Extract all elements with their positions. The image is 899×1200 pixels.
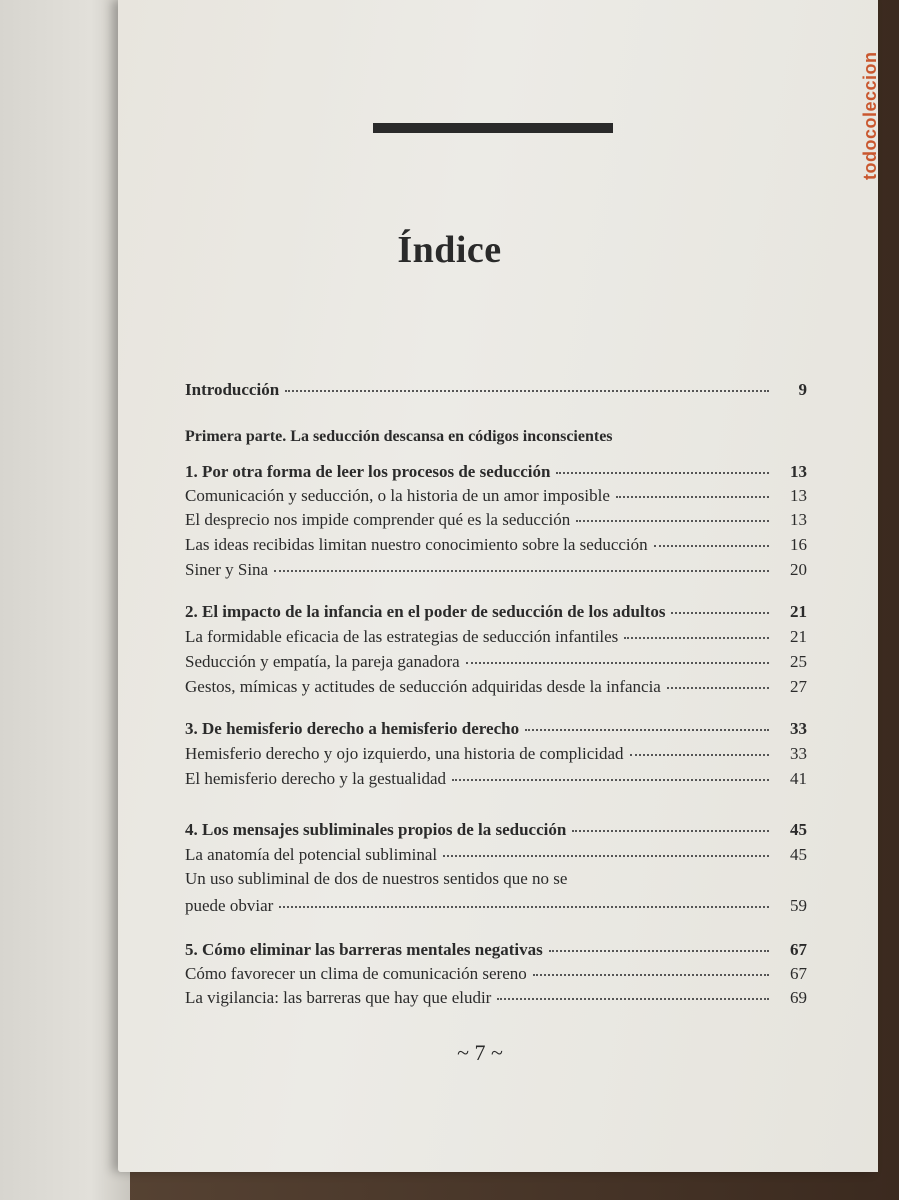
dot-leader [279,894,769,908]
toc-entry-label: 1. Por otra forma de leer los procesos de seducción [185,462,551,481]
toc-entry-label: Siner y Sina [185,560,269,579]
toc-chapter-1 [185,462,807,486]
toc-entry [185,560,807,584]
toc-entry [185,652,807,676]
toc-entry-label: La anatomía del potencial subliminal [185,845,438,864]
toc-entry-label: El hemisferio derecho y la gestualidad [185,769,447,788]
toc-chapter-3 [185,719,807,743]
toc-entry-label: 5. Cómo eliminar las barreras mentales negativas [185,940,543,959]
toc-entry-label: El desprecio nos impide comprender qué es la seducción [185,510,571,529]
toc-entry-page: 16 [790,535,807,554]
toc-entry-page: 59 [790,896,807,915]
toc-entry [185,486,807,510]
toc-entry-label: Cómo favorecer un clima de comunicación sereno [185,964,527,983]
toc-entry-page: 41 [790,769,807,788]
page-number: ~ 7 ~ [457,1040,503,1065]
dot-leader [452,767,769,781]
dot-leader [667,675,769,689]
toc-chapter-5 [185,940,807,964]
dot-leader [654,533,769,547]
toc-entry [185,627,807,651]
toc-entry-page: 25 [790,652,807,671]
facing-page [0,0,130,1200]
dot-leader [525,717,769,731]
toc-entry-label: 4. Los mensajes subliminales propios de la seducción [185,820,567,839]
toc-chapter-2 [185,602,807,626]
toc-entry-page: 21 [790,602,807,621]
dot-leader [556,460,769,474]
title-rule [373,123,613,133]
toc-entry-page: 33 [790,744,807,763]
toc-entry-page: 67 [790,940,807,959]
dot-leader [549,938,769,952]
toc-entry [185,769,807,793]
toc-entry-page: 67 [790,964,807,983]
toc-entry [185,677,807,701]
toc-chapter-4 [185,820,807,844]
dot-leader [572,818,769,832]
toc-entry-label: Introducción [185,380,280,399]
toc-entry-label: Hemisferio derecho y ojo izquierdo, una historia de complicidad [185,744,624,763]
toc-entry-page: 33 [790,719,807,738]
toc-entry-page: 13 [790,510,807,529]
dot-leader [671,600,769,614]
toc-entry [185,535,807,559]
toc-entry-label: Gestos, mímicas y actitudes de seducción adquiridas desde la infancia [185,677,661,696]
dot-leader [624,625,769,639]
toc-entry-label: Comunicación y seducción, o la historia de un amor imposible [185,486,610,505]
toc-entry-page: 27 [790,677,807,696]
toc-entry-label: 2. El impacto de la infancia en el poder de seducción de los adultos [185,602,666,621]
toc-entry [185,510,807,534]
toc-entry-page: 21 [790,627,807,646]
toc-entry-label: Las ideas recibidas limitan nuestro conocimiento sobre la seducción [185,535,648,554]
toc-entry [185,988,807,1012]
page-title: Índice [397,229,502,271]
dot-leader [616,484,769,498]
dot-leader [285,378,769,392]
toc-entry-intro [185,380,807,404]
toc-entry-label: La formidable eficacia de las estrategias de seducción infantiles [185,627,619,646]
toc-entry-label: puede obviar [185,896,274,915]
toc-entry-page: 69 [790,988,807,1007]
toc-entry-label-line1: Un uso subliminal de dos de nuestros sentidos que no se [185,869,568,888]
toc-entry-label: 3. De hemisferio derecho a hemisferio derecho [185,719,520,738]
toc-entry [185,845,807,869]
dot-leader [443,843,769,857]
watermark: todocoleccion [860,51,880,180]
toc-entry-page: 13 [790,462,807,481]
toc-entry-page: 45 [790,845,807,864]
dot-leader [630,742,769,756]
part-heading: Primera parte. La seducción descansa en códigos inconscientes [185,428,613,445]
toc-entry [185,744,807,768]
dot-leader [576,508,769,522]
toc-entry-page: 45 [790,820,807,839]
toc-entry-label: La vigilancia: las barreras que hay que eludir [185,988,492,1007]
toc-entry-label: Seducción y empatía, la pareja ganadora [185,652,460,671]
toc-entry-page: 20 [790,560,807,579]
dot-leader [466,650,769,664]
toc-entry-page: 9 [798,380,807,399]
toc-entry [185,964,807,988]
dot-leader [497,986,769,1000]
dot-leader [533,962,769,976]
dot-leader [274,558,769,572]
toc-entry [185,896,807,920]
toc-entry-page: 13 [790,486,807,505]
